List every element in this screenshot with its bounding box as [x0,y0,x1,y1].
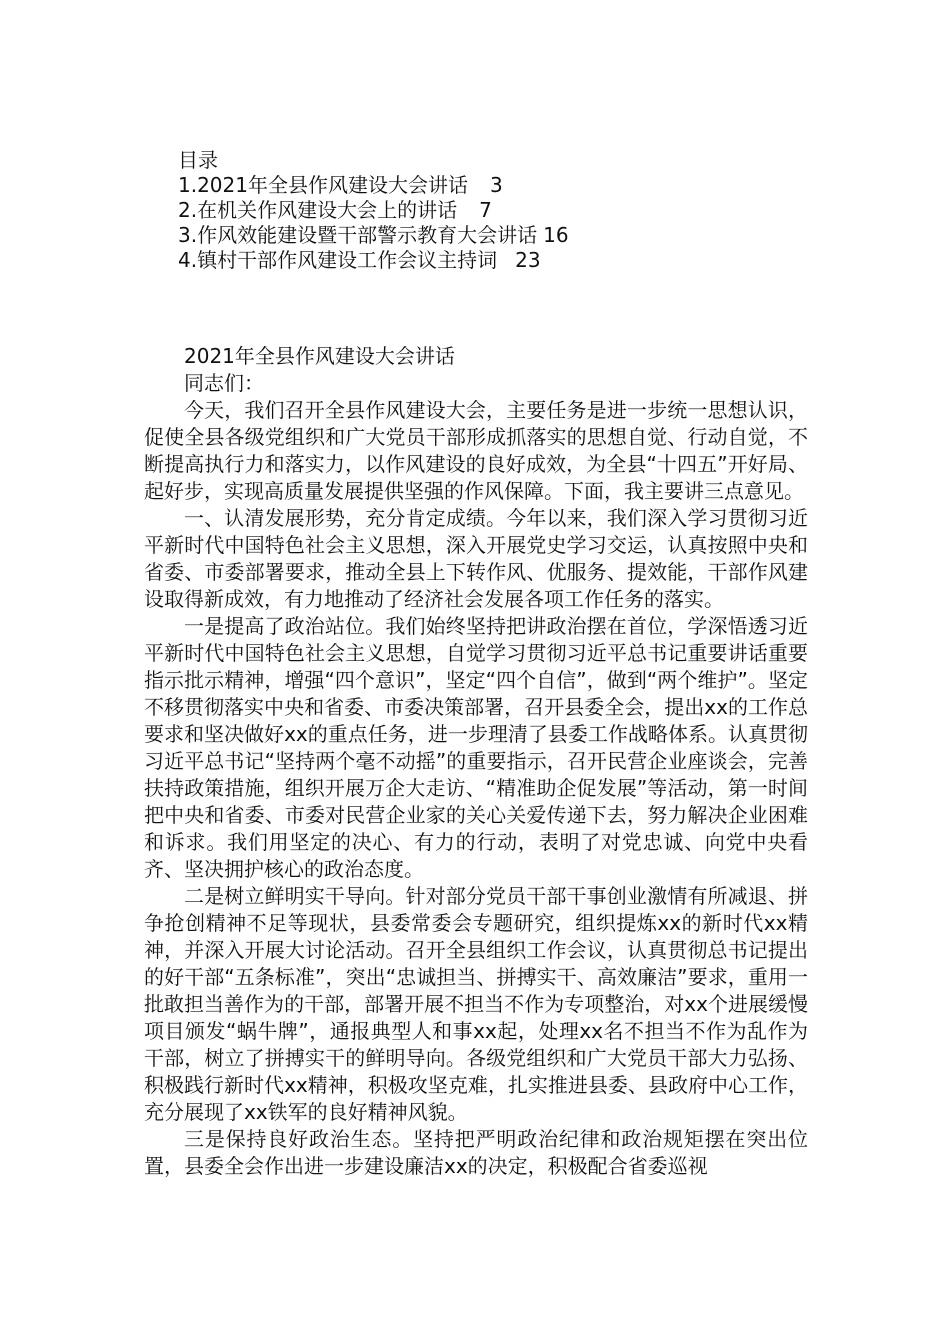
speech-title: 2021年全县作风建设大会讲话 [184,344,455,368]
toc-item-page: 23 [515,248,541,272]
toc-item-label: 1.2021年全县作风建设大会讲话 [178,173,468,197]
toc-item[interactable] [178,223,818,248]
speech-paragraph: 一、认清发展形势，充分肯定成绩。今年以来，我们深入学习贯彻习近平新时代中国特色社会主义思想，深入开展党史学习交运，认真按照中央和省委、市委部署要求，推动全县上下转作风、优服务、提效能，干部作风建设取得新成效，有力地推动了经济社会发展各项工作任务的落实。 [144,506,808,611]
toc-item[interactable] [178,198,818,223]
table-of-contents [178,148,818,273]
toc-item-page: 3 [489,173,503,197]
speech-paragraph: 三是保持良好政治生态。坚持把严明政治纪律和政治规矩摆在突出位置，县委全会作出进一步建设廉洁xx的决定，积极配合省委巡视 [144,1127,808,1178]
toc-item-label: 2.在机关作风建设大会上的讲话 [178,198,458,222]
speech-paragraph: 今天，我们召开全县作风建设大会，主要任务是进一步统一思想认识，促使全县各级党组织和广大党员干部形成抓落实的思想自觉、行动自觉，不断提高执行力和落实力，以作风建设的良好成效，为全县“十四五”开好局、起好步，实现高质量发展提供坚强的作风保障。下面，我主要讲三点意见。 [144,398,808,503]
toc-item-label: 3.作风效能建设暨干部警示教育大会讲话 [178,223,538,247]
speech-salutation: 同志们： [184,371,264,395]
toc-item-page: 16 [543,223,569,247]
toc-item[interactable] [178,173,818,198]
toc-title: 目录 [178,148,218,172]
toc-item-page: 7 [479,198,492,222]
speech-body [144,343,808,1180]
toc-item[interactable] [178,248,818,273]
speech-paragraph: 二是树立鲜明实干导向。针对部分党员干部干事创业激情有所减退、拼争抢创精神不足等现状，县委常委会专题研究，组织提炼xx的新时代xx精神，并深入开展大讨论活动。召开全县组织工作会议，认真贯彻总书记提出的好干部“五条标准”，突出“忠诚担当、拼搏实干、高效廉洁”要求，重用一批敢担当善作为的干部，部署开展不担当不作为专项整治，对xx个进展缓慢项目颁发“蜗牛牌”，通报典型人和事xx起，处理xx名不担当不作为乱作为干部，树立了拼搏实干的鲜明导向。各级党组织和广大党员干部大力弘扬、积极践行新时代xx精神，积极攻坚克难，扎实推进县委、县政府中心工作，充分展现了xx铁军的良好精神风貌。 [144,884,808,1124]
speech-paragraph: 一是提高了政治站位。我们始终坚持把讲政治摆在首位，学深悟透习近平新时代中国特色社会主义思想，自觉学习贯彻习近平总书记重要讲话重要指示批示精神，增强“四个意识”，坚定“四个自信”，做到“两个维护”。坚定不移贯彻落实中央和省委、市委决策部署，召开县委全会，提出xx的工作总要求和坚决做好xx的重点任务，进一步理清了县委工作战略体系。认真贯彻习近平总书记“坚持两个毫不动摇”的重要指示，召开民营企业座谈会，完善扶持政策措施，组织开展万企大走访、“精准助企促发展”等活动，第一时间把中央和省委、市委对民营企业家的关心关爱传递下去，努力解决企业困难和诉求。我们用坚定的决心、有力的行动，表明了对党忠诚、向党中央看齐、坚决拥护核心的政治态度。 [144,614,808,881]
toc-item-label: 4.镇村干部作风建设工作会议主持词 [178,248,498,272]
